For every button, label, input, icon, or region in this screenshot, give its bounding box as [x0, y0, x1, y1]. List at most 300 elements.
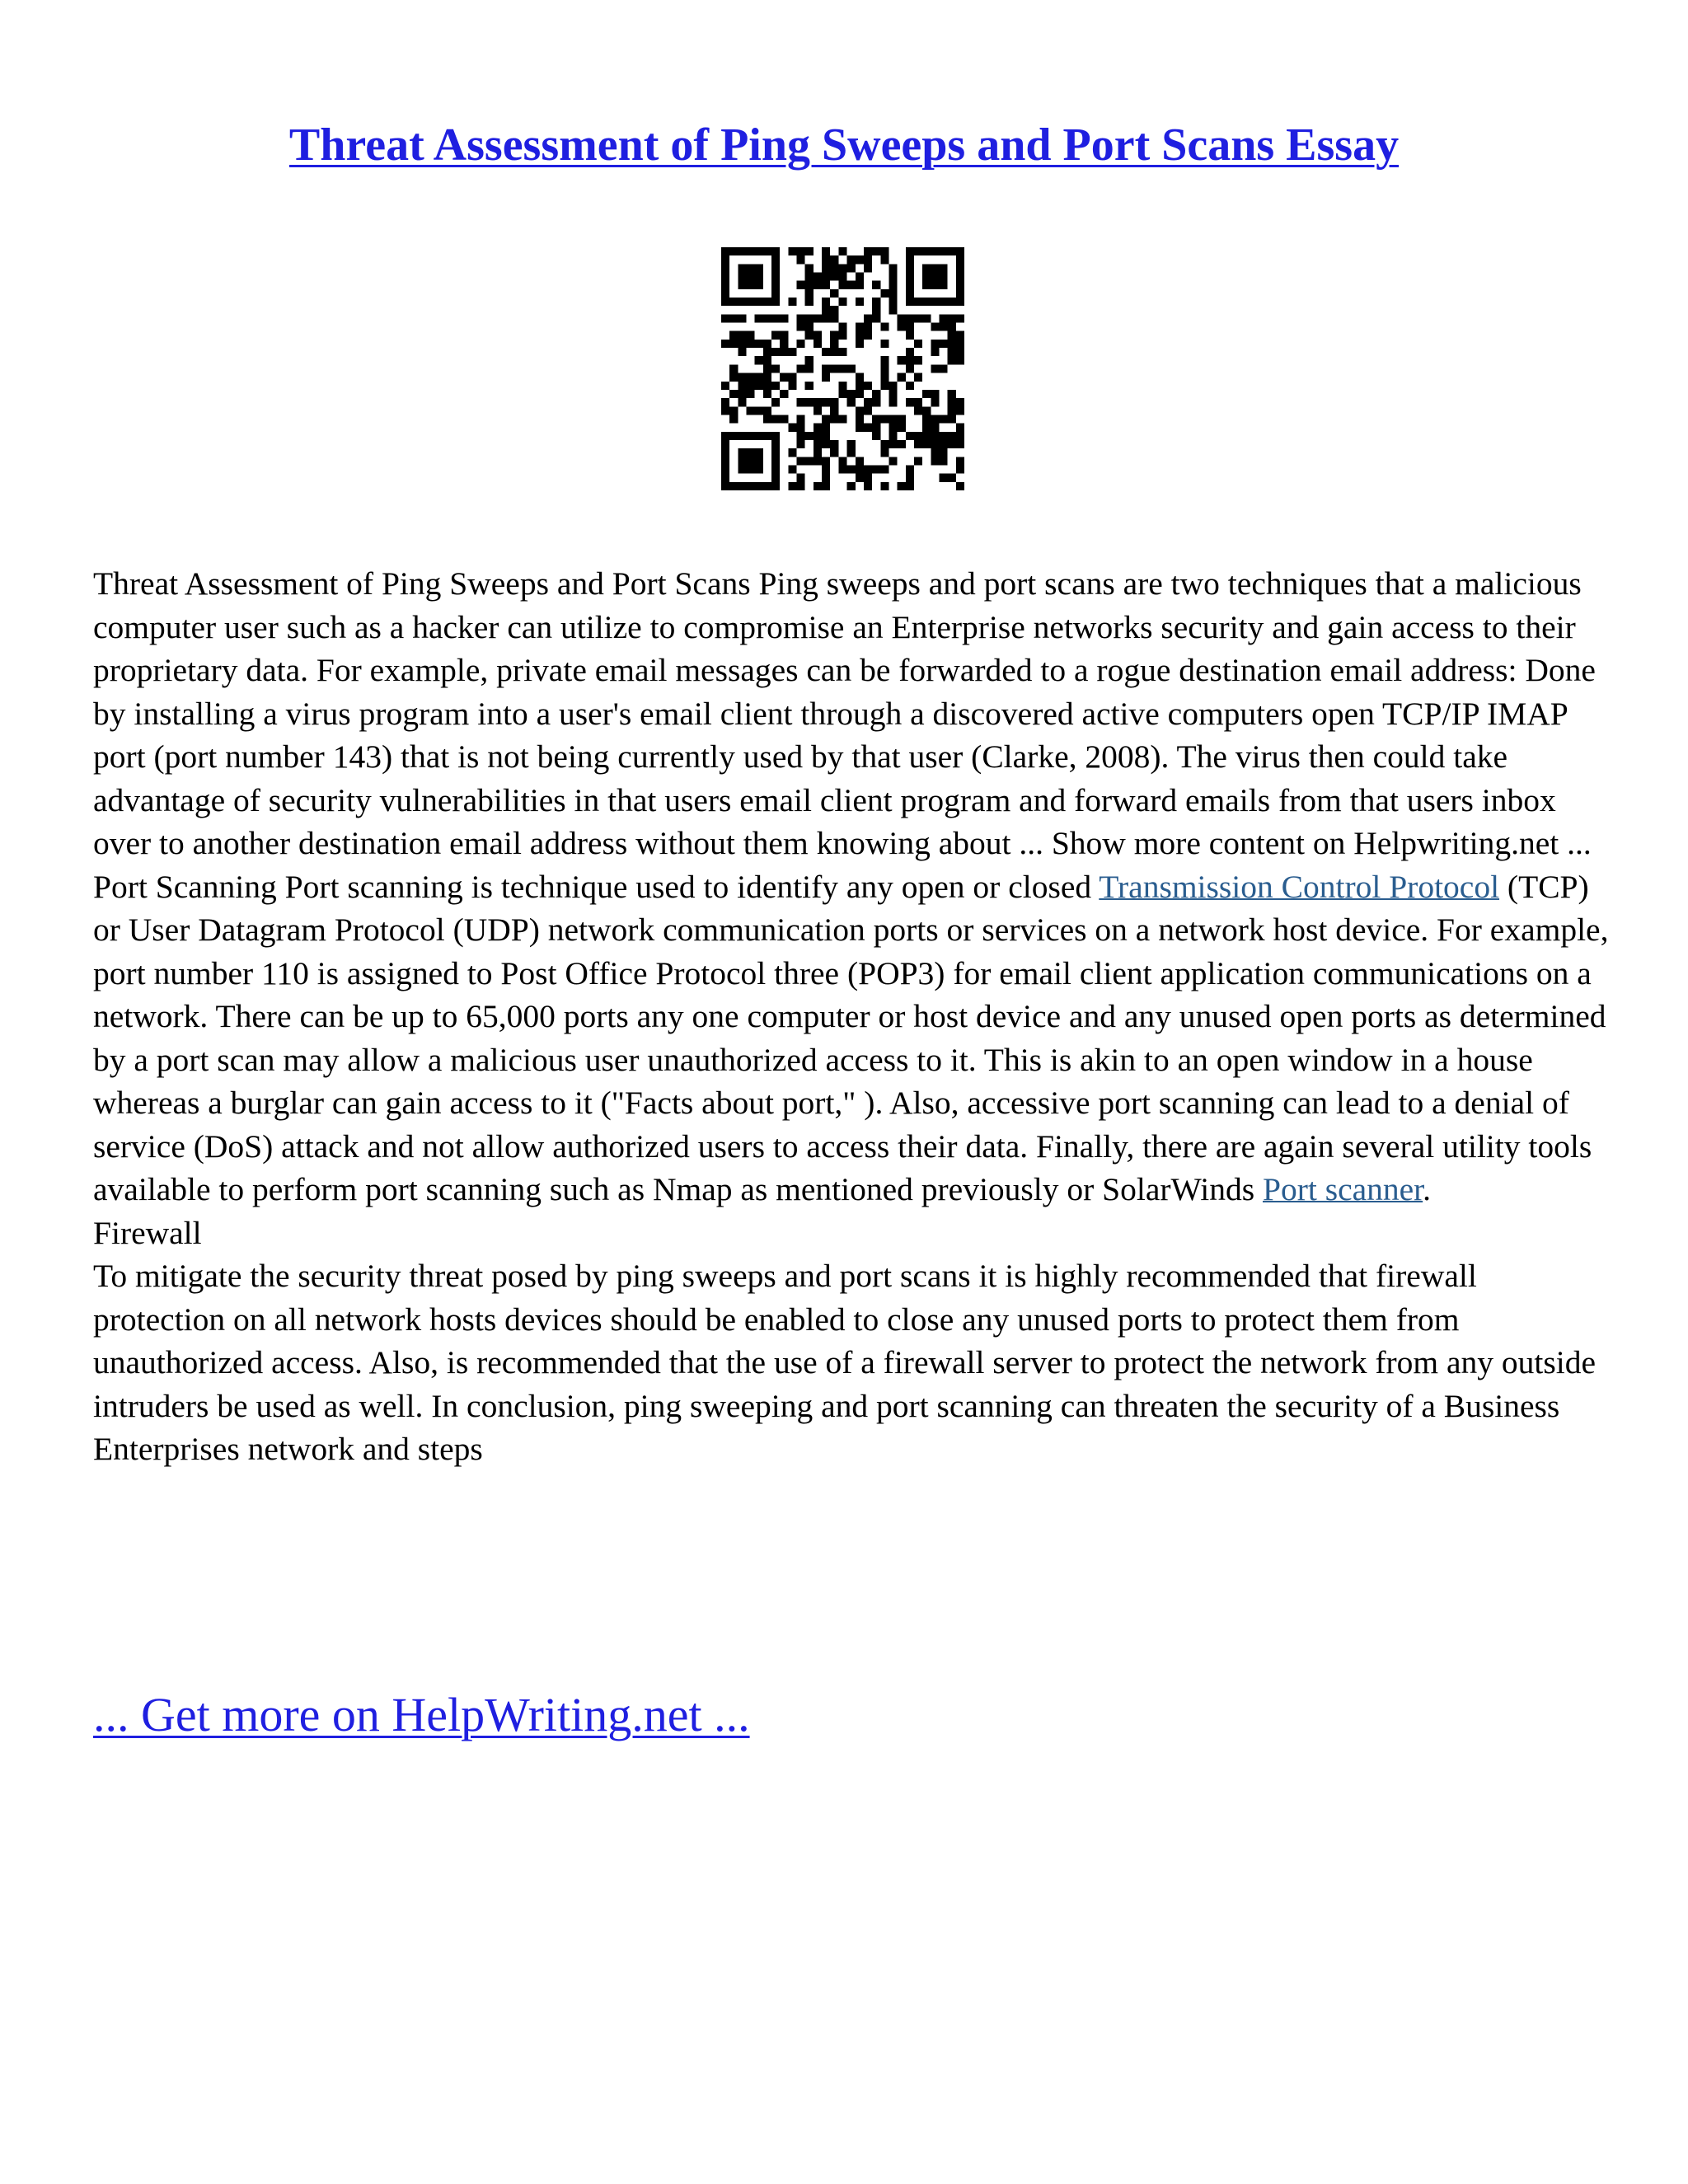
qr-module	[889, 273, 897, 281]
qr-module	[931, 440, 939, 448]
qr-module	[747, 247, 755, 255]
qr-module	[847, 448, 856, 457]
qr-module	[721, 382, 729, 390]
qr-module	[847, 281, 856, 289]
qr-module	[830, 314, 838, 322]
qr-module	[889, 457, 897, 465]
qr-module	[898, 356, 906, 364]
qr-module	[914, 406, 922, 415]
qr-module	[939, 340, 947, 348]
qr-module	[814, 457, 822, 465]
qr-module	[906, 364, 914, 373]
qr-module	[822, 465, 830, 473]
qr-module	[922, 298, 931, 306]
qr-module	[729, 482, 738, 490]
qr-module	[872, 415, 880, 423]
qr-module	[747, 432, 755, 440]
qr-module	[956, 356, 964, 364]
qr-module	[914, 314, 922, 322]
qr-module	[763, 415, 771, 423]
qr-module	[771, 398, 780, 406]
qr-module	[856, 424, 864, 432]
qr-module	[721, 398, 729, 406]
qr-module	[738, 373, 746, 382]
qr-module	[822, 457, 830, 465]
qr-module	[956, 340, 964, 348]
qr-module	[738, 340, 746, 348]
qr-module	[922, 440, 931, 448]
qr-module	[830, 306, 838, 314]
qr-module	[814, 340, 822, 348]
qr-module	[914, 356, 922, 364]
qr-module	[830, 348, 838, 356]
qr-module	[931, 424, 939, 432]
qr-module	[771, 298, 780, 306]
qr-module	[856, 273, 864, 281]
qr-module	[814, 440, 822, 448]
qr-module	[931, 298, 939, 306]
qr-module	[939, 440, 947, 448]
qr-module	[747, 482, 755, 490]
qr-module	[788, 247, 796, 255]
qr-module	[838, 415, 846, 423]
qr-module	[788, 373, 796, 382]
qr-module	[788, 448, 796, 457]
qr-module	[847, 482, 856, 490]
qr-module	[721, 465, 729, 473]
qr-module	[922, 390, 931, 398]
qr-module	[856, 255, 864, 264]
paragraph-text: .	[1423, 1171, 1432, 1207]
qr-module	[838, 331, 846, 340]
qr-module	[738, 298, 746, 306]
qr-module	[880, 415, 889, 423]
qr-module	[738, 264, 746, 272]
qr-module	[738, 398, 746, 406]
qr-module	[906, 432, 914, 440]
qr-module	[747, 373, 755, 382]
qr-module	[747, 273, 755, 281]
qr-module	[880, 440, 889, 448]
qr-module	[880, 247, 889, 255]
qr-module	[856, 281, 864, 289]
qr-module	[771, 474, 780, 482]
qr-module	[922, 273, 931, 281]
qr-module	[721, 281, 729, 289]
qr-module	[856, 415, 864, 423]
qr-module	[864, 255, 872, 264]
qr-module	[763, 364, 771, 373]
qr-module	[922, 432, 931, 440]
qr-module	[788, 482, 796, 490]
essay-body	[93, 562, 1610, 1471]
qr-module	[805, 364, 814, 373]
qr-module	[738, 273, 746, 281]
qr-module	[814, 314, 822, 322]
qr-module	[805, 457, 814, 465]
qr-module	[939, 247, 947, 255]
qr-module	[939, 298, 947, 306]
transmission-control-protocol-link[interactable]: Transmission Control Protocol	[1099, 868, 1500, 905]
qr-module	[856, 373, 864, 382]
qr-module	[747, 448, 755, 457]
qr-module	[880, 465, 889, 473]
qr-module	[922, 406, 931, 415]
qr-module	[880, 448, 889, 457]
qr-module	[914, 298, 922, 306]
qr-module	[830, 440, 838, 448]
qr-module	[763, 373, 771, 382]
qr-module	[948, 348, 956, 356]
qr-module	[771, 348, 780, 356]
qr-module	[906, 281, 914, 289]
qr-module	[830, 406, 838, 415]
qr-module	[822, 424, 830, 432]
qr-module	[755, 482, 763, 490]
qr-module	[906, 255, 914, 264]
qr-module	[788, 465, 796, 473]
qr-module	[931, 398, 939, 406]
qr-module	[956, 255, 964, 264]
qr-module	[755, 382, 763, 390]
qr-module	[838, 323, 846, 331]
qr-module	[956, 273, 964, 281]
qr-module	[747, 382, 755, 390]
qr-module	[898, 482, 906, 490]
qr-module	[729, 373, 738, 382]
qr-module	[889, 415, 897, 423]
qr-module	[721, 432, 729, 440]
qr-module	[822, 281, 830, 289]
qr-module	[889, 281, 897, 289]
qr-module	[771, 457, 780, 465]
qr-module	[797, 482, 805, 490]
qr-module	[721, 289, 729, 298]
qr-module	[797, 457, 805, 465]
qr-module	[797, 247, 805, 255]
qr-module	[931, 340, 939, 348]
qr-module	[755, 247, 763, 255]
qr-module	[838, 382, 846, 390]
qr-module	[847, 398, 856, 406]
qr-module	[864, 247, 872, 255]
qr-module	[856, 474, 864, 482]
qr-module	[797, 281, 805, 289]
qr-module	[864, 482, 872, 490]
qr-module	[898, 415, 906, 423]
qr-module	[856, 406, 864, 415]
qr-module	[948, 314, 956, 322]
qr-module	[922, 415, 931, 423]
qr-module	[948, 340, 956, 348]
qr-module	[880, 356, 889, 364]
paragraph-intro: Threat Assessment of Ping Sweeps and Port Scans Ping sweeps and port scans are two techniques that a malicious computer user such as a hacker can utilize to compromise an Enterprise networks security and gain access to their proprietary data. For example, private email messages can be forwarded to a rogue destination email address: Done by installing a virus program into a user's email client through a discovered active computers open TCP/IP IMAP port (port number 143) that is not being currently used by that user (Clarke, 2008). The virus then could take advantage of security vulnerabilities in that users email client program and forward emails from that users inbox over to another destination email address without them knowing about ... Show more content on Helpwriting.net ...	[93, 565, 1596, 861]
qr-module	[771, 432, 780, 440]
qr-module	[805, 264, 814, 272]
qr-module	[797, 440, 805, 448]
qr-module	[771, 255, 780, 264]
qr-module	[939, 314, 947, 322]
qr-module	[931, 323, 939, 331]
qr-module	[939, 273, 947, 281]
qr-module	[830, 340, 838, 348]
qr-module	[889, 398, 897, 406]
qr-module	[914, 340, 922, 348]
qr-module	[822, 306, 830, 314]
qr-module	[898, 440, 906, 448]
qr-module	[755, 298, 763, 306]
qr-module	[721, 340, 729, 348]
qr-module	[729, 298, 738, 306]
qr-module	[771, 482, 780, 490]
qr-module	[788, 424, 796, 432]
qr-module	[838, 281, 846, 289]
qr-module	[880, 364, 889, 373]
qr-module	[814, 448, 822, 457]
qr-module	[948, 356, 956, 364]
qr-module	[906, 474, 914, 482]
qr-module	[797, 398, 805, 406]
qr-module	[931, 348, 939, 356]
get-more-link[interactable]: ... Get more on HelpWriting.net ...	[93, 1688, 750, 1741]
qr-module	[856, 331, 864, 340]
qr-module	[872, 398, 880, 406]
qr-module	[721, 482, 729, 490]
qr-module	[838, 457, 846, 465]
qr-module	[931, 247, 939, 255]
qr-module	[956, 432, 964, 440]
qr-module	[931, 448, 939, 457]
qr-module	[805, 298, 814, 306]
qr-module	[956, 406, 964, 415]
qr-module	[948, 440, 956, 448]
qr-module	[747, 331, 755, 340]
qr-module	[956, 465, 964, 473]
qr-module	[729, 340, 738, 348]
qr-module	[830, 264, 838, 272]
qr-module	[931, 432, 939, 440]
qr-module	[956, 298, 964, 306]
qr-module	[771, 314, 780, 322]
title-link[interactable]: Threat Assessment of Ping Sweeps and Port Scans Essay	[288, 120, 1400, 171]
qr-module	[797, 314, 805, 322]
qr-module	[822, 440, 830, 448]
qr-module	[889, 298, 897, 306]
qr-module	[948, 323, 956, 331]
qr-module	[956, 424, 964, 432]
qr-module	[780, 390, 788, 398]
qr-module	[864, 406, 872, 415]
qr-module	[797, 340, 805, 348]
qr-module	[847, 364, 856, 373]
qr-module	[780, 331, 788, 340]
qr-module	[780, 314, 788, 322]
qr-module	[729, 331, 738, 340]
qr-module	[948, 406, 956, 415]
qr-module	[847, 440, 856, 448]
port-scanner-link[interactable]: Port scanner	[1262, 1171, 1423, 1207]
qr-module	[939, 432, 947, 440]
qr-module	[939, 474, 947, 482]
qr-module	[931, 415, 939, 423]
qr-module	[889, 440, 897, 448]
qr-module	[906, 382, 914, 390]
qr-module	[872, 298, 880, 306]
qr-module	[729, 415, 738, 423]
qr-module	[914, 373, 922, 382]
qr-module	[948, 415, 956, 423]
qr-module	[755, 432, 763, 440]
qr-module	[830, 255, 838, 264]
qr-module	[721, 406, 729, 415]
qr-module	[864, 424, 872, 432]
qr-module	[729, 314, 738, 322]
qr-module	[956, 440, 964, 448]
qr-module	[948, 474, 956, 482]
qr-module	[814, 424, 822, 432]
qr-module	[847, 390, 856, 398]
qr-module	[822, 273, 830, 281]
qr-module	[948, 398, 956, 406]
qr-module	[948, 247, 956, 255]
qr-module	[797, 415, 805, 423]
qr-module	[906, 348, 914, 356]
qr-module	[738, 331, 746, 340]
qr-module	[898, 424, 906, 432]
qr-module	[872, 465, 880, 473]
qr-module	[838, 348, 846, 356]
qr-module	[956, 281, 964, 289]
qr-module	[906, 289, 914, 298]
qr-module	[721, 314, 729, 322]
qr-module	[856, 457, 864, 465]
qr-module	[755, 356, 763, 364]
qr-module	[729, 432, 738, 440]
qr-module	[822, 348, 830, 356]
qr-module	[922, 281, 931, 289]
qr-module	[763, 390, 771, 398]
qr-module	[838, 364, 846, 373]
qr-module	[771, 289, 780, 298]
qr-module	[939, 323, 947, 331]
qr-module	[763, 482, 771, 490]
qr-module	[838, 247, 846, 255]
qr-module	[814, 331, 822, 340]
qr-module	[763, 348, 771, 356]
qr-module	[805, 331, 814, 340]
qr-module	[763, 432, 771, 440]
get-more-link-container	[93, 1686, 750, 1744]
qr-module	[830, 398, 838, 406]
qr-module	[822, 482, 830, 490]
qr-module	[956, 314, 964, 322]
qr-module	[956, 289, 964, 298]
qr-module	[797, 424, 805, 432]
qr-module	[864, 264, 872, 272]
qr-module	[880, 373, 889, 382]
qr-module	[880, 289, 889, 298]
qr-module	[721, 247, 729, 255]
qr-module	[738, 281, 746, 289]
qr-module	[864, 331, 872, 340]
qr-module	[822, 298, 830, 306]
qr-module	[922, 247, 931, 255]
qr-module	[914, 247, 922, 255]
qr-module	[771, 281, 780, 289]
qr-module	[729, 406, 738, 415]
qr-module	[922, 314, 931, 322]
qr-module	[889, 382, 897, 390]
qr-module	[729, 390, 738, 398]
qr-module	[880, 323, 889, 331]
qr-module	[906, 264, 914, 272]
qr-module	[805, 289, 814, 298]
qr-module	[805, 323, 814, 331]
qr-module	[721, 457, 729, 465]
qr-module	[797, 255, 805, 264]
qr-module	[771, 440, 780, 448]
qr-module	[805, 398, 814, 406]
qr-module	[780, 415, 788, 423]
qr-module	[797, 432, 805, 440]
qr-module	[738, 448, 746, 457]
qr-module	[906, 247, 914, 255]
qr-module	[906, 273, 914, 281]
qr-module	[797, 364, 805, 373]
qr-module	[822, 373, 830, 382]
qr-module	[847, 465, 856, 473]
qr-module	[948, 432, 956, 440]
qr-module	[914, 432, 922, 440]
qr-module	[763, 298, 771, 306]
qr-module	[805, 314, 814, 322]
qr-module	[797, 323, 805, 331]
qr-module	[763, 314, 771, 322]
qr-module	[838, 264, 846, 272]
paragraph-firewall: To mitigate the security threat posed by ping sweeps and port scans it is highly recommended that firewall protection on all network hosts devices should be enabled to close any unused ports to protect them from unauthorized access. Also, is recommended that the use of a firewall server to protect the network from any outside intruders be used as well. In conclusion, ping sweeping and port scanning can threaten the security of a Business Enterprises network and steps	[93, 1258, 1596, 1467]
qr-module	[864, 398, 872, 406]
qr-module	[830, 289, 838, 298]
qr-module	[847, 255, 856, 264]
qr-module	[922, 424, 931, 432]
qr-module	[872, 247, 880, 255]
qr-module	[729, 247, 738, 255]
qr-module	[755, 406, 763, 415]
qr-module	[755, 264, 763, 272]
qr-module	[814, 432, 822, 440]
qr-module	[747, 465, 755, 473]
qr-module	[805, 247, 814, 255]
qr-module	[847, 264, 856, 272]
qr-module	[956, 457, 964, 465]
qr-module	[771, 364, 780, 373]
qr-module	[805, 382, 814, 390]
qr-module	[771, 415, 780, 423]
qr-module	[822, 474, 830, 482]
qr-module	[747, 281, 755, 289]
qr-module	[755, 314, 763, 322]
qr-module	[814, 406, 822, 415]
qr-module	[906, 482, 914, 490]
qr-module	[880, 255, 889, 264]
qr-module	[780, 373, 788, 382]
qr-module	[721, 440, 729, 448]
qr-module	[864, 314, 872, 322]
qr-module	[880, 382, 889, 390]
qr-module	[814, 482, 822, 490]
qr-module	[898, 314, 906, 322]
qr-module	[948, 390, 956, 398]
